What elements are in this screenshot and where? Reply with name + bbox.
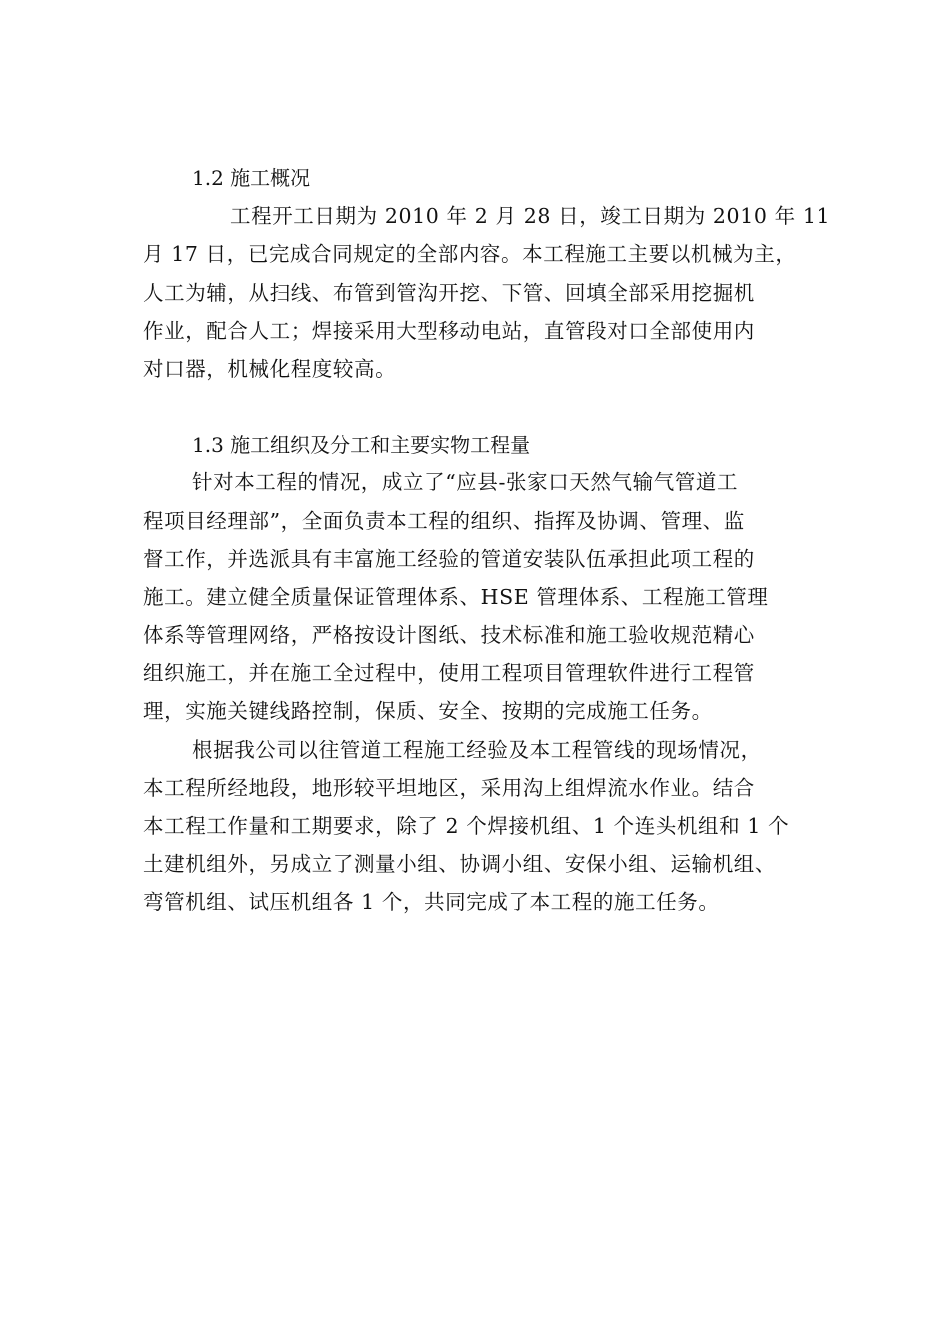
paragraph-line: 弯管机组、试压机组各 1 个，共同完成了本工程的施工任务。 [143, 890, 720, 914]
paragraph-line: 程项目经理部”，全面负责本工程的组织、指挥及协调、管理、监 [143, 509, 745, 533]
paragraph-line: 针对本工程的情况，成立了“应县-张家口天然气输气管道工 [192, 470, 739, 494]
paragraph-line: 组织施工，并在施工全过程中，使用工程项目管理软件进行工程管 [143, 661, 755, 685]
paragraph-line: 工程开工日期为 2010 年 2 月 28 日，竣工日期为 2010 年 11 [230, 204, 831, 228]
paragraph-line: 月 17 日，已完成合同规定的全部内容。本工程施工主要以机械为主， [143, 242, 797, 266]
paragraph-line: 根据我公司以往管道工程施工经验及本工程管线的现场情况， [192, 738, 762, 762]
paragraph-line: 本工程所经地段，地形较平坦地区，采用沟上组焊流水作业。结合 [143, 776, 755, 800]
paragraph-line: 体系等管理网络，严格按设计图纸、技术标准和施工验收规范精心 [143, 623, 755, 647]
paragraph-line: 人工为辅，从扫线、布管到管沟开挖、下管、回填全部采用挖掘机 [143, 281, 755, 305]
paragraph-line: 作业，配合人工；焊接采用大型移动电站，直管段对口全部使用内 [143, 319, 755, 343]
paragraph-line: 理，实施关键线路控制，保质、安全、按期的完成施工任务。 [143, 699, 713, 723]
paragraph-line: 督工作，并选派具有丰富施工经验的管道安装队伍承担此项工程的 [143, 547, 755, 571]
section-heading-1-3: 1.3 施工组织及分工和主要实物工程量 [192, 433, 531, 457]
section-heading-1-2: 1.2 施工概况 [192, 166, 311, 190]
paragraph-line: 对口器，机械化程度较高。 [143, 357, 397, 381]
paragraph-line: 土建机组外，另成立了测量小组、协调小组、安保小组、运输机组、 [143, 852, 776, 876]
paragraph-line: 本工程工作量和工期要求，除了 2 个焊接机组、1 个连头机组和 1 个 [143, 814, 790, 838]
paragraph-line: 施工。建立健全质量保证管理体系、HSE 管理体系、工程施工管理 [143, 585, 769, 609]
